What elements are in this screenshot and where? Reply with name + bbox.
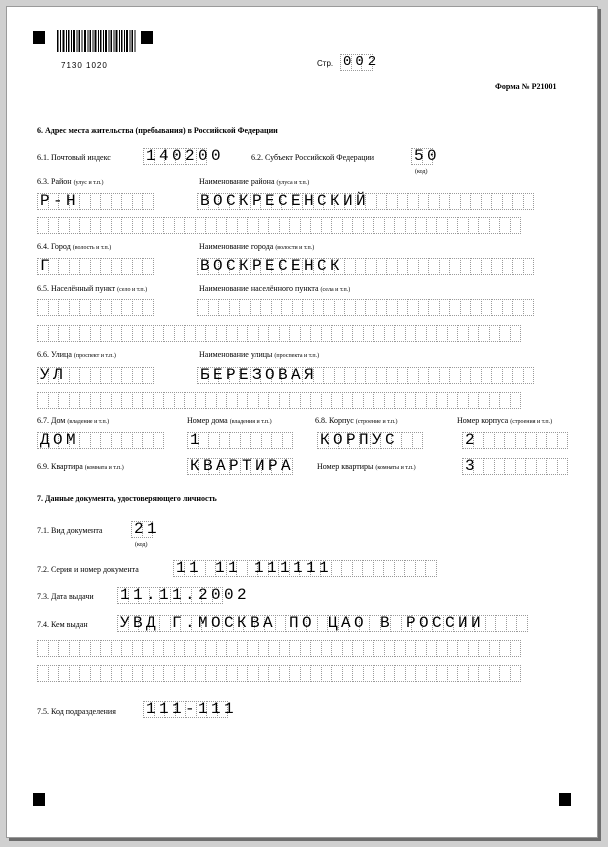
doc-type-label: 7.1. Вид документа	[37, 526, 103, 535]
house-number-label: Номер дома (владения и т.п.)	[187, 416, 272, 425]
street-name-value: БЕРЕЗОВАЯ	[200, 366, 318, 384]
issued-by-value: УВД Г.МОСКВА ПО ЦАО В РОССИИ	[120, 614, 485, 632]
doc-type-code-note: (код)	[135, 542, 148, 548]
issued-by-label: 7.4. Кем выдан	[37, 620, 88, 629]
region-label: 6.2. Субъект Российской Федерации	[251, 153, 375, 162]
barcode-icon	[57, 30, 139, 62]
doc-type-value: 21	[134, 520, 161, 538]
district-label: 6.3. Район (улус и т.п.)	[37, 177, 104, 186]
city-name-label: Наименование города (волости и т.п.)	[199, 242, 315, 251]
barcode-number: 7130 1020	[61, 61, 108, 70]
locality-name-label: Наименование населённого пункта (села и т.п.)	[199, 284, 351, 293]
page-number: 002	[343, 54, 381, 70]
city-label: 6.4. Город (волость и т.п.)	[37, 242, 112, 251]
form-number: Форма № Р21001	[495, 82, 557, 91]
apartment-value: КВАРТИРА	[190, 457, 295, 475]
building-number-label: Номер корпуса (строения и т.п.)	[457, 416, 553, 425]
doc-series-label: 7.2. Серия и номер документа	[37, 565, 139, 574]
apartment-number-value: 3	[465, 457, 479, 475]
corner-marker-bottom-right	[559, 793, 571, 806]
apartment-number-label: Номер квартиры (комнаты и т.п.)	[317, 462, 416, 471]
subdivision-code-label: 7.5. Код подразделения	[37, 707, 116, 716]
postal-code-value: 140200	[146, 147, 225, 165]
district-value: Р-Н	[40, 192, 80, 210]
region-value: 50	[414, 147, 441, 165]
doc-series-value: 11 11 111111	[176, 559, 333, 577]
street-name-label: Наименование улицы (проспекта и т.п.)	[199, 350, 320, 359]
corner-marker-top-right	[141, 31, 153, 44]
district-name-value: ВОСКРЕСЕНСКИЙ	[200, 192, 370, 210]
corner-marker-top-left	[33, 31, 45, 44]
apartment-label: 6.9. Квартира (комната и т.п.)	[37, 462, 124, 471]
issue-date-label: 7.3. Дата выдачи	[37, 592, 94, 601]
form-sheet	[6, 6, 598, 838]
section-6-title: 6. Адрес места жительства (пребывания) в Российской Федерации	[37, 126, 278, 135]
subdivision-code-value: 111-111	[146, 700, 238, 718]
building-value: КОРПУС	[320, 431, 399, 449]
building-label: 6.8. Корпус (строение и т.п.)	[315, 416, 398, 425]
city-name-value: ВОСКРЕСЕНСК	[200, 257, 344, 275]
house-label: 6.7. Дом (владение и т.п.)	[37, 416, 110, 425]
street-value: УЛ	[40, 366, 67, 384]
house-number-value: 1	[190, 431, 204, 449]
building-number-value: 2	[465, 431, 479, 449]
locality-label: 6.5. Населённый пункт (село и т.п.)	[37, 284, 148, 293]
page-label: Стр.	[317, 59, 334, 68]
house-value: ДОМ	[40, 431, 80, 449]
city-value: Г	[40, 257, 54, 275]
corner-marker-bottom-left	[33, 793, 45, 806]
district-name-label: Наименование района (улуса и т.п.)	[199, 177, 310, 186]
postal-code-label: 6.1. Почтовый индекс	[37, 153, 111, 162]
street-label: 6.6. Улица (проспект и т.п.)	[37, 350, 116, 359]
issue-date-value: 11.11.2002	[120, 586, 251, 604]
region-code-note: (код)	[415, 169, 428, 175]
section-7-title: 7. Данные документа, удостоверяющего личность	[37, 494, 217, 503]
